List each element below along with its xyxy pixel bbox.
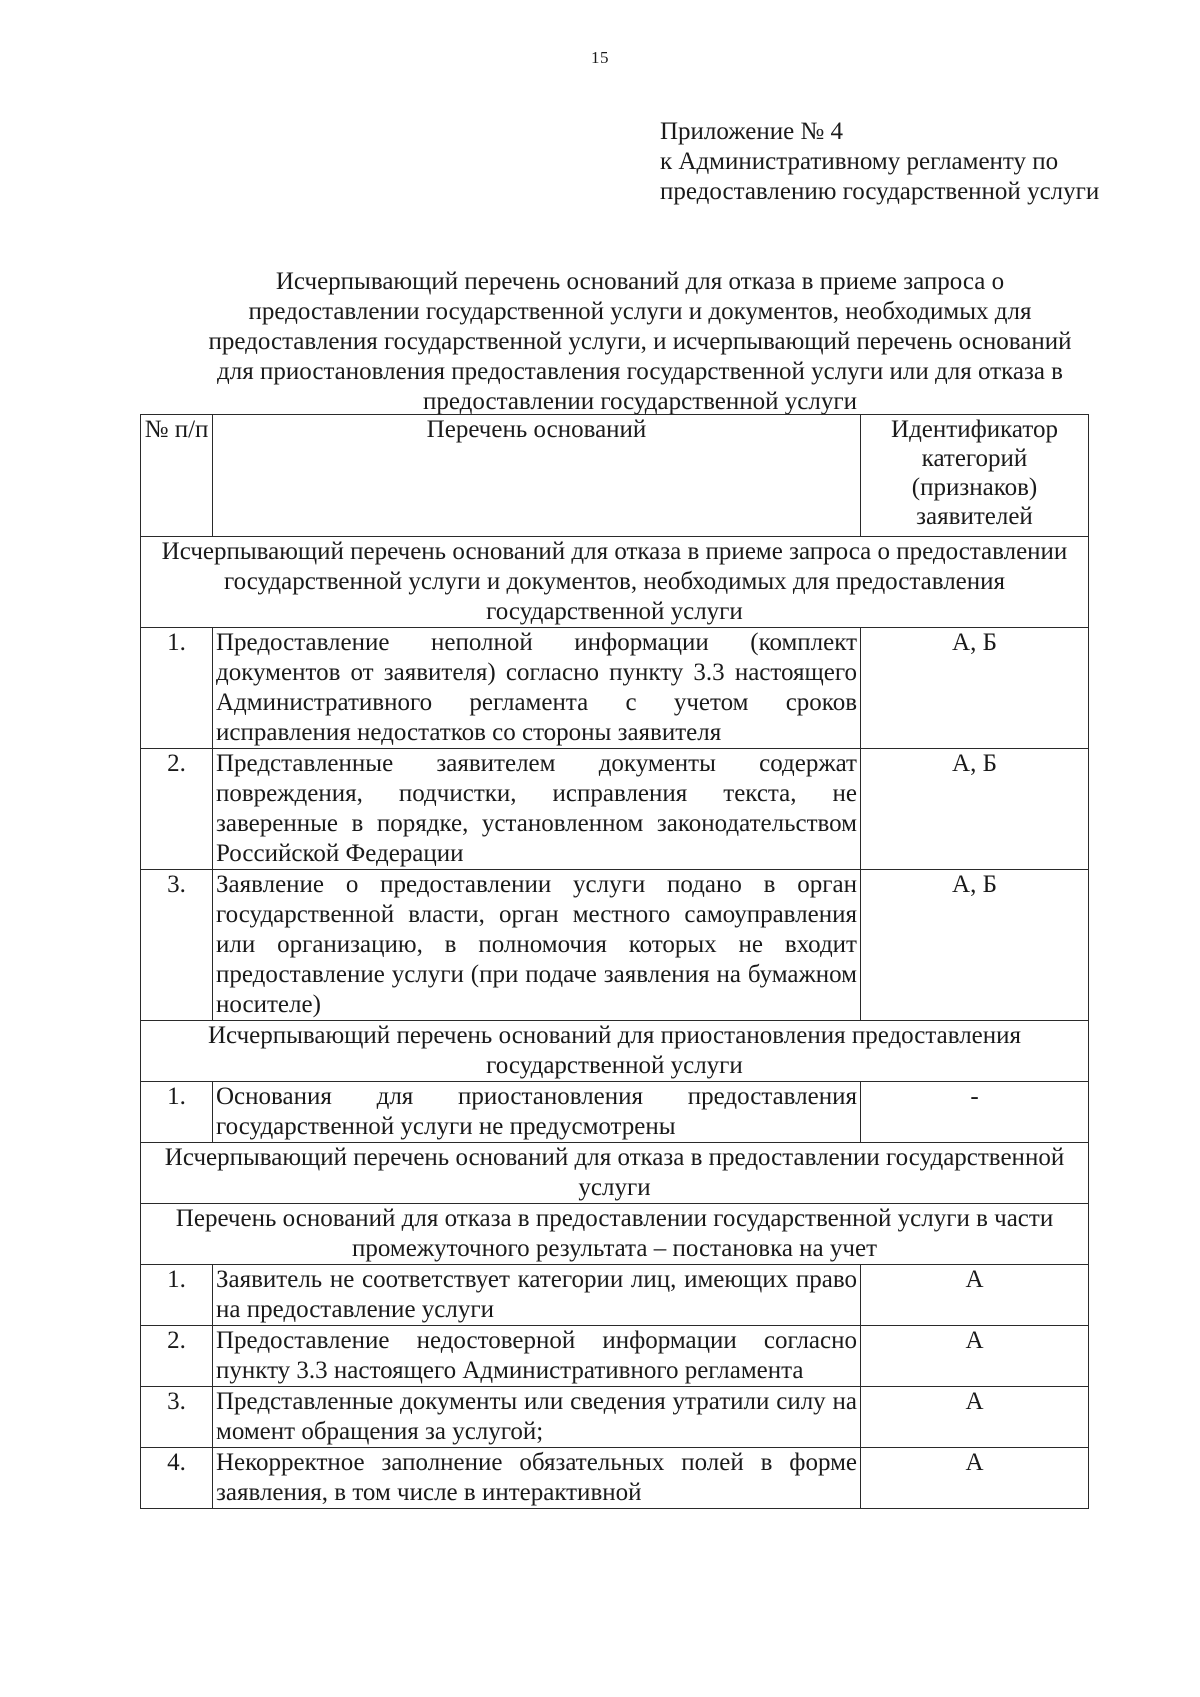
row-grounds: Предоставление неполной информации (комплект документов от заявителя) согласно пункту 3.3 настоящего Административного регламента с учетом сроков исправления недостатков со стороны заявителя	[213, 628, 861, 749]
row-grounds: Предоставление недостоверной информации согласно пункту 3.3 настоящего Административного регламента	[213, 1326, 861, 1387]
section-row	[141, 1143, 1089, 1204]
annex-line-1: Приложение № 4	[660, 118, 844, 145]
section-3-title: Исчерпывающий перечень оснований для отказа в предоставлении государственной услуги	[141, 1143, 1089, 1204]
annex-header	[660, 117, 1180, 207]
title-line-5: предоставлении государственной услуги	[423, 388, 857, 415]
row-number: 1.	[141, 628, 213, 749]
title-line-3: предоставления государственной услуги, и исчерпывающий перечень оснований	[208, 328, 1072, 355]
row-identifier: А, Б	[861, 749, 1089, 870]
table-row	[141, 1448, 1089, 1509]
title-line-1: Исчерпывающий перечень оснований для отказа в приеме запроса о	[275, 268, 1005, 295]
row-identifier: А	[861, 1265, 1089, 1326]
table-row	[141, 1326, 1089, 1387]
row-grounds: Заявление о предоставлении услуги подано в орган государственной власти, орган местного самоуправления или организацию, в полномочия которых не входит предоставление услуги (при подаче заявления на бумажном носителе)	[213, 870, 861, 1021]
row-grounds: Основания для приостановления предоставления государственной услуги не предусмотрены	[213, 1082, 861, 1143]
row-identifier: А	[861, 1387, 1089, 1448]
table-row	[141, 1387, 1089, 1448]
page-number: 15	[591, 48, 609, 67]
section-1-title: Исчерпывающий перечень оснований для отказа в приеме запроса о предоставлении государственной услуги и документов, необходимых для предоставления государственной услуги	[141, 537, 1089, 628]
table-row	[141, 628, 1089, 749]
row-number: 2.	[141, 1326, 213, 1387]
annex-line-3: предоставлению государственной услуги	[660, 178, 1100, 205]
table-row	[141, 1082, 1089, 1143]
section-3-subtitle: Перечень оснований для отказа в предоставлении государственной услуги в части промежуточного результата – постановка на учет	[141, 1204, 1089, 1265]
table-row	[141, 1265, 1089, 1326]
row-grounds: Представленные документы или сведения утратили силу на момент обращения за услугой;	[213, 1387, 861, 1448]
row-identifier: А, Б	[861, 870, 1089, 1021]
section-row	[141, 1204, 1089, 1265]
header-grounds: Перечень оснований	[213, 415, 861, 537]
annex-line-2: к Административному регламенту по	[660, 148, 1059, 175]
row-number: 1.	[141, 1082, 213, 1143]
row-number: 4.	[141, 1448, 213, 1509]
table-row	[141, 749, 1089, 870]
section-row	[141, 1021, 1089, 1082]
title-line-4: для приостановления предоставления государственной услуги или для отказа в	[217, 358, 1063, 385]
row-identifier: -	[861, 1082, 1089, 1143]
row-number: 2.	[141, 749, 213, 870]
header-identifier: Идентификатор категорий (признаков) заявителей	[861, 415, 1089, 537]
row-grounds: Представленные заявителем документы содержат повреждения, подчистки, исправления текста, не заверенные в порядке, установленном законодательством Российской Федерации	[213, 749, 861, 870]
section-row	[141, 537, 1089, 628]
row-number: 1.	[141, 1265, 213, 1326]
row-grounds: Некорректное заполнение обязательных полей в форме заявления, в том числе в интерактивной	[213, 1448, 861, 1509]
row-number: 3.	[141, 1387, 213, 1448]
row-grounds: Заявитель не соответствует категории лиц, имеющих право на предоставление услуги	[213, 1265, 861, 1326]
table-row	[141, 870, 1089, 1021]
section-2-title: Исчерпывающий перечень оснований для приостановления предоставления государственной услуги	[141, 1021, 1089, 1082]
document-title	[140, 267, 1140, 417]
grounds-table	[140, 414, 1089, 1509]
header-number: № п/п	[141, 415, 213, 537]
title-line-2: предоставлении государственной услуги и документов, необходимых для	[248, 298, 1032, 325]
row-number: 3.	[141, 870, 213, 1021]
row-identifier: А, Б	[861, 628, 1089, 749]
table-header-row	[141, 415, 1089, 537]
row-identifier: А	[861, 1326, 1089, 1387]
row-identifier: А	[861, 1448, 1089, 1509]
